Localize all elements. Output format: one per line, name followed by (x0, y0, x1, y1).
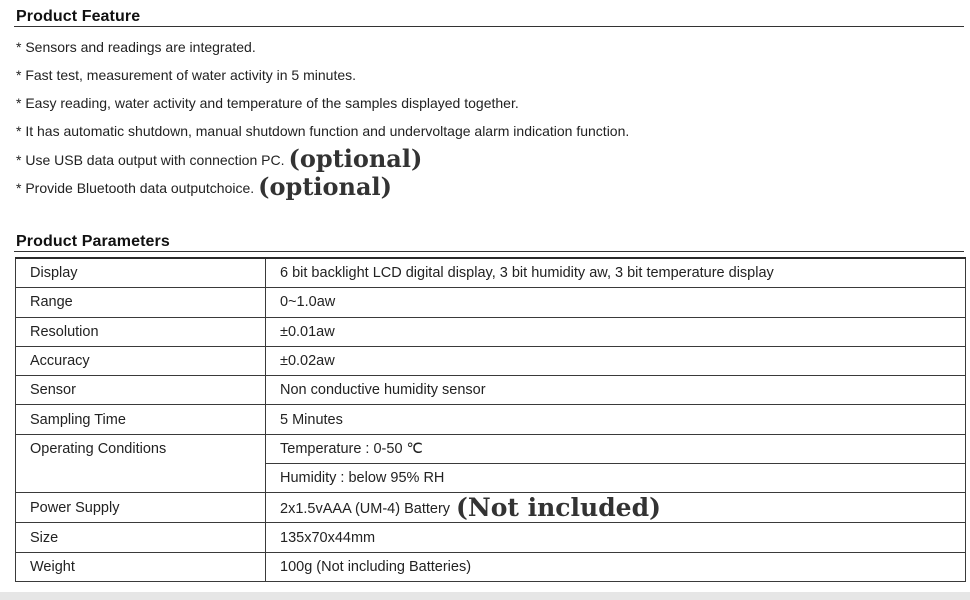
table-row (16, 288, 966, 317)
table-row (16, 434, 966, 463)
param-label: Range (16, 288, 266, 317)
feature-text: * Easy reading, water activity and temperature of the samples displayed together. (16, 95, 519, 111)
feature-item (16, 92, 629, 120)
feature-list (16, 36, 629, 204)
feature-item (16, 64, 629, 92)
param-label: Power Supply (16, 493, 266, 523)
optional-note: (optional) (288, 144, 423, 173)
product-feature-heading: Product Feature (16, 8, 141, 25)
table-row (16, 346, 966, 375)
table-row (16, 493, 966, 523)
bottom-edge (0, 592, 970, 600)
param-label: Display (16, 258, 266, 288)
param-value: ±0.01aw (266, 317, 966, 346)
feature-text: * Fast test, measurement of water activity in 5 minutes. (16, 67, 357, 83)
param-value: 5 Minutes (266, 405, 966, 434)
param-label: Operating Conditions (16, 434, 266, 493)
feature-text: * Use USB data output with connection PC. (16, 152, 285, 168)
param-label: Weight (16, 552, 266, 581)
param-value: Humidity : below 95% RH (266, 464, 966, 493)
table-row (16, 405, 966, 434)
table-row (16, 376, 966, 405)
param-value: 6 bit backlight LCD digital display, 3 bit humidity aw, 3 bit temperature display (266, 258, 966, 288)
param-value: 0~1.0aw (266, 288, 966, 317)
optional-note: (optional) (258, 172, 392, 201)
param-label: Sensor (16, 376, 266, 405)
param-label: Sampling Time (16, 405, 266, 434)
table-row (16, 523, 966, 552)
parameters-table (15, 257, 966, 582)
table-row (16, 317, 966, 346)
not-included-note: (Not included) (456, 493, 661, 523)
table-row (16, 258, 966, 288)
table-row (16, 552, 966, 581)
param-label: Accuracy (16, 346, 266, 375)
param-value: ±0.02aw (266, 346, 966, 375)
param-label: Resolution (16, 317, 266, 346)
feature-text: * It has automatic shutdown, manual shutdown function and undervoltage alarm indication function. (16, 123, 630, 139)
param-value: Non conductive humidity sensor (266, 376, 966, 405)
param-label: Size (16, 523, 266, 552)
param-value: Temperature : 0-50 ℃ (266, 434, 966, 463)
feature-item (16, 36, 629, 64)
feature-text: * Provide Bluetooth data outputchoice. (16, 180, 255, 196)
feature-text: * Sensors and readings are integrated. (16, 39, 256, 55)
product-parameters-heading: Product Parameters (16, 233, 170, 250)
param-value: 100g (Not including Batteries) (266, 552, 966, 581)
param-value-cell (266, 493, 966, 523)
feature-heading-rule (14, 26, 964, 27)
param-value: 2x1.5vAAA (UM-4) Battery (280, 501, 451, 518)
feature-item (16, 172, 629, 204)
param-value: 135x70x44mm (266, 523, 966, 552)
parameters-heading-rule (14, 251, 964, 252)
